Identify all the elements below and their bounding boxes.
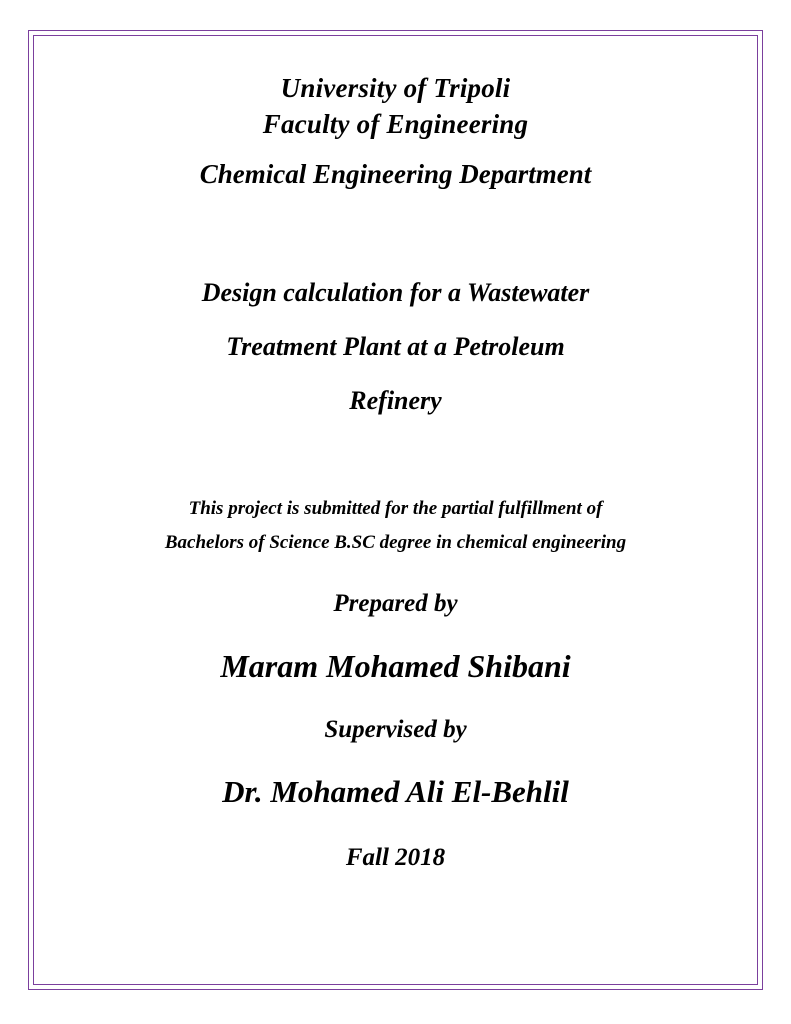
department-name: Chemical Engineering Department — [199, 159, 592, 189]
faculty-name: Faculty of Engineering — [262, 109, 529, 139]
university-name: University of Tripoli — [280, 73, 511, 103]
submission-line-2: Bachelors of Science B.SC degree in chemical engineering — [164, 532, 627, 553]
project-title-line-2: Treatment Plant at a Petroleum — [226, 332, 565, 361]
term-date: Fall 2018 — [345, 844, 446, 871]
prepared-by-label: Prepared by — [333, 590, 458, 617]
institution-block — [60, 70, 731, 192]
project-title-line-1: Design calculation for a Wastewater — [201, 278, 590, 307]
project-title — [60, 266, 731, 428]
supervisor-name: Dr. Mohamed Ali El-Behlil — [222, 774, 569, 809]
title-page-content — [60, 70, 731, 954]
submission-line-1: This project is submitted for the partial fulfillment of — [188, 498, 603, 519]
submission-statement — [60, 492, 731, 560]
author-name: Maram Mohamed Shibani — [220, 648, 571, 684]
supervised-by-label: Supervised by — [324, 716, 467, 743]
project-title-line-3: Refinery — [349, 386, 442, 415]
